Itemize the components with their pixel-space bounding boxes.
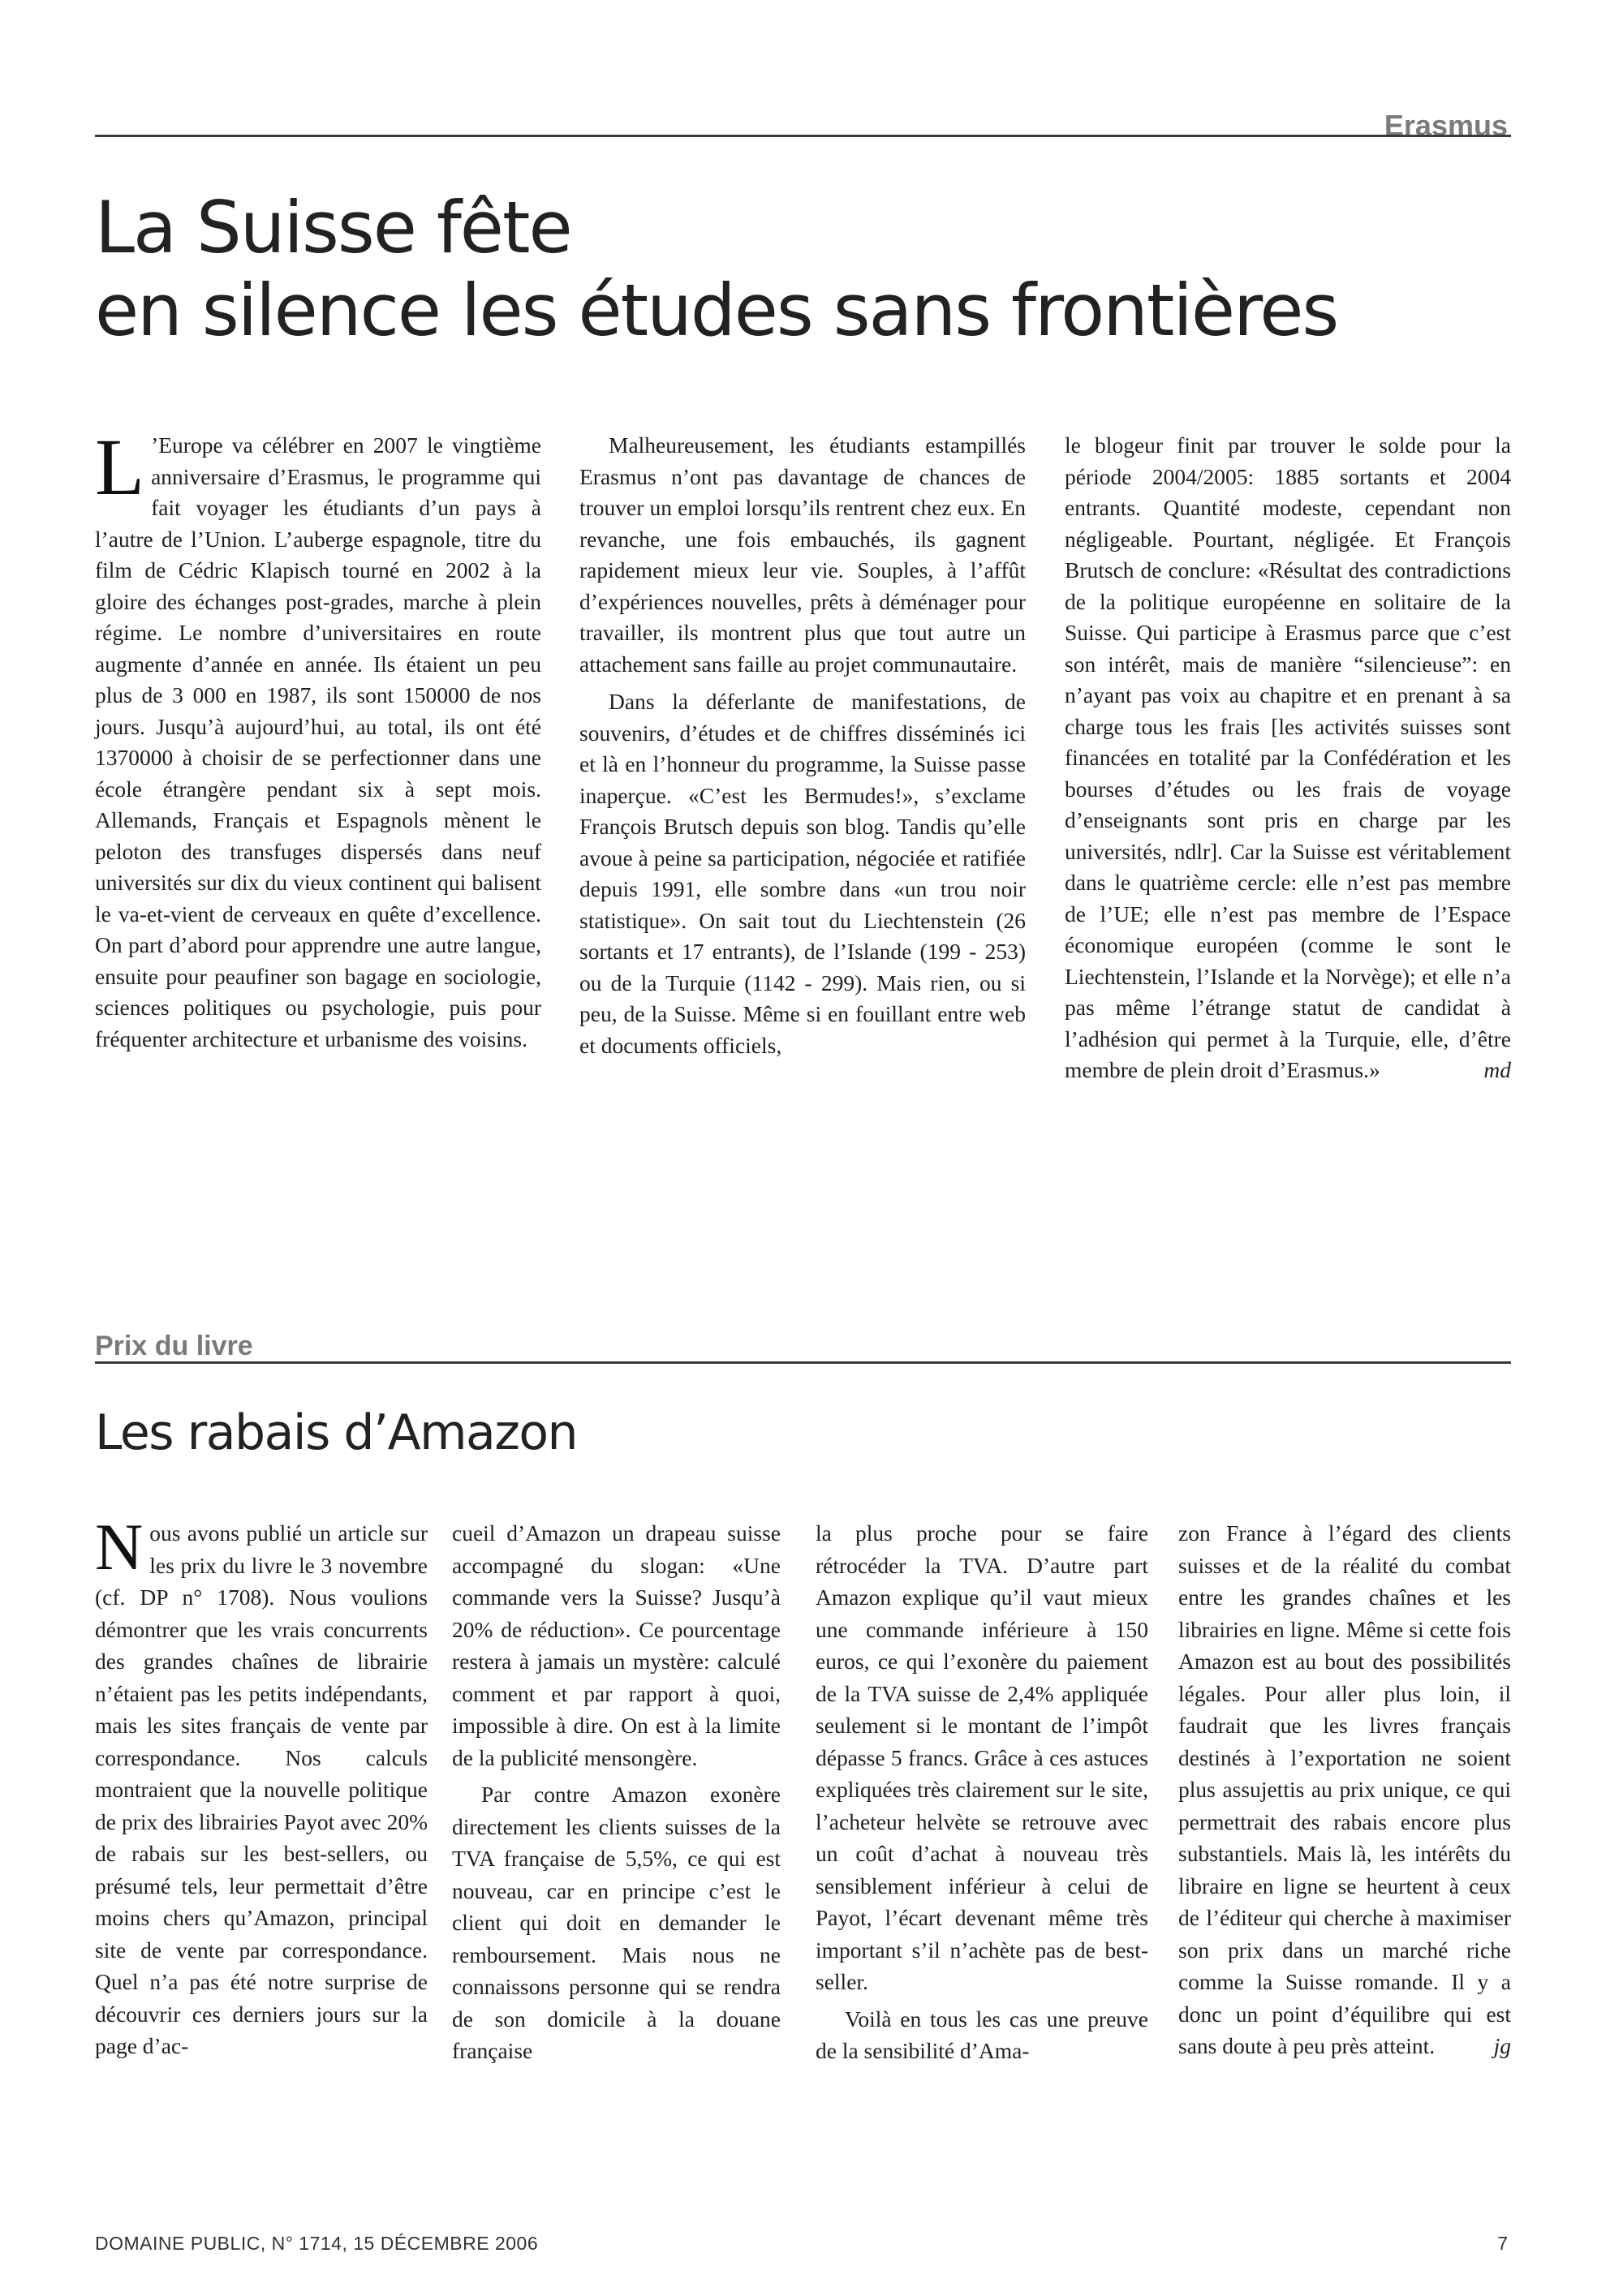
article2-col2-paragraph-1: cueil d’Amazon un drapeau suisse accompagné du slogan: «Une commande vers la Suisse? Jusqu’à 20% de réduction». Ce pourcentage restera à jamais un mystère: calculé comment et par rapport à quoi, impossible à dire. On est à la limite de la publicité mensongère. bbox=[452, 1520, 781, 1770]
article2-col3-paragraph-2: Voilà en tous les cas une preuve de la sensibilité d’Ama- bbox=[816, 2006, 1148, 2063]
footer-page-number: 7 bbox=[1497, 2233, 1508, 2254]
footer-publication-line: DOMAINE PUBLIC, N° 1714, 15 DÉCEMBRE 2006 bbox=[95, 2233, 539, 2254]
section-rule-top bbox=[95, 135, 1511, 137]
article1-signature: md bbox=[1483, 1057, 1511, 1082]
article2-col4-paragraph bbox=[1178, 1517, 1511, 2062]
article1-col3-paragraph bbox=[1065, 430, 1511, 1086]
article2-column-1 bbox=[95, 1510, 428, 2062]
article1-col1-paragraph bbox=[95, 422, 541, 1055]
article1-title-line1: La Suisse fête bbox=[95, 186, 571, 269]
article1-col2-paragraph-1: Malheureusement, les étudiants estampillés Erasmus n’ont pas davantage de chances de trouver un emploi lorsqu’ils rentrent chez eux. En revanche, une fois embauchés, ils gagnent rapidement mieux leur vie. Souples, à l’affût d’expériences nouvelles, prêts à déménager pour travailler, ils montrent plus que tout autre un attachement sans faille au projet communautaire. bbox=[579, 432, 1026, 677]
section-label-erasmus: Erasmus bbox=[1384, 109, 1508, 142]
article2-column-2 bbox=[452, 1517, 781, 2067]
article1-column-2 bbox=[579, 430, 1026, 1061]
article1-title-line2: en silence les études sans frontières bbox=[95, 269, 1338, 352]
article1-col1-text: ’Europe va célébrer en 2007 le vingtième anniversaire d’Erasmus, le programme qui fait voyager les étudiants d’un pays à l’autre de l’Union. L’auberge espagnole, titre du film de Cédric Klapisch tourné en 2002 à la gloire des échanges post-grades, marche à plein régime. Le nombre d’universitaires en route augmente d’année en année. Ils étaient un peu plus de 3 000 en 1987, ils sont 150000 de nos jours. Jusqu’à aujourd’hui, au total, ils ont été 1370000 à choisir de se perfectionner dans une école étrangère pendant six à sept mois. Allemands, Français et Espagnols mènent le peloton des transfuges dispersés dans neuf universités sur dix du vieux continent qui balisent le va-et-vient de cerveaux en quête d’excellence. On part d’abord pour apprendre une autre langue, ensuite pour peaufiner son bagage en sociologie, sciences politiques ou psychologie, puis pour fréquenter architecture et urbanisme des voisins. bbox=[95, 432, 541, 1051]
article1-col2-paragraph-2: Dans la déferlante de manifestations, de souvenirs, d’études et de chiffres disséminés ici et là en l’honneur du programme, la Suisse passe inaperçue. «C’est les Bermudes!», s’exclame François Brutsch depuis son blog. Tandis qu’elle avoue à peine sa participation, négociée et ratifiée depuis 1991, elle sombre dans «un trou noir statistique». On sait tout du Liechtenstein (26 sortants et 17 entrants), de l’Islande (199 - 253) ou de la Turquie (1142 - 299). Mais rien, ou si peu, de la Suisse. Même si en fouillant entre web et documents officiels, bbox=[579, 689, 1026, 1058]
article1-column-3 bbox=[1065, 430, 1511, 1086]
article2-col4-text: zon France à l’égard des clients suisses et de la réalité du combat entre les grandes chaînes et les librairies en ligne. Même si cette fois Amazon est au bout des possibilités légales. Pour aller plus loin, il faudrait que les livres français destinés à l’exportation ne soient plus assujettis au prix unique, ce qui permettrait des rabais encore plus substantiels. Mais là, les intérêts du libraire en ligne se heurtent à ceux de l’éditeur qui cherche à maximiser son prix dans un marché riche comme la Suisse romande. Il y a donc un point d’équilibre qui est sans doute à peu près atteint. bbox=[1178, 1520, 1511, 2058]
article1-column-1 bbox=[95, 422, 541, 1055]
article2-dropcap: N bbox=[95, 1510, 144, 1584]
article2-col2-paragraph-2: Par contre Amazon exonère directement les clients suisses de la TVA française de 5,5%, ce qui est nouveau, car en principe c’est le client qui doit en demander le remboursement. Mais nous ne connaissons personne qui se rendra de son domicile à la douane française bbox=[452, 1782, 781, 2063]
article2-signature: jg bbox=[1493, 2033, 1511, 2058]
article1-col3-text: le blogeur finit par trouver le solde pour la période 2004/2005: 1885 sortants et 2004 entrants. Quantité modeste, cependant non négligeable. Pourtant, négligée. Et François Brutsch de conclure: «Résultat des contradictions de la politique européenne en solitaire de la Suisse. Qui participe à Erasmus parce que c’est son intérêt, mais de manière “silencieuse”: en n’ayant pas voix au chapitre et en prenant à sa charge tous les frais [les activités suisses sont financées en totalité par la Confédération et les bourses d’études ou les frais de voyage d’enseignants sont pris en charge par les universités, ndlr]. Car la Suisse est véritablement dans le quatrième cercle: elle n’est pas membre de l’UE; elle n’est pas membre de l’Espace économique européen (comme le sont le Liechtenstein, l’Islande et la Norvège); et elle n’a pas même l’étrange statut de candidat à l’adhésion qui permet à la Turquie, elle, d’être membre de plein droit d’Erasmus.» bbox=[1065, 432, 1511, 1082]
article2-col3-paragraph-1: la plus proche pour se faire rétrocéder la TVA. D’autre part Amazon explique qu’il vaut mieux une commande inférieure à 150 euros, ce qui l’exonère du paiement de la TVA suisse de 2,4% appliquée seulement si le montant de l’impôt dépasse 5 francs. Grâce à ces astuces expliquées très clairement sur le site, l’acheteur helvète se retrouve avec un coût d’achat à nouveau très sensiblement inférieur à celui de Payot, l’écart devenant même très important s’il n’achète pas de best-seller. bbox=[816, 1520, 1148, 1994]
section-label-prix-du-livre: Prix du livre bbox=[95, 1331, 253, 1361]
article2-column-3 bbox=[816, 1517, 1148, 2067]
article2-column-4 bbox=[1178, 1517, 1511, 2062]
article1-dropcap: L bbox=[95, 422, 145, 512]
section-rule-middle bbox=[95, 1361, 1511, 1364]
article2-title: Les rabais d’Amazon bbox=[95, 1404, 578, 1461]
article2-col1-paragraph bbox=[95, 1510, 428, 2062]
article1-title bbox=[95, 187, 1511, 352]
article2-col1-text: ous avons publié un article sur les prix du livre le 3 novembre (cf. DP n° 1708). Nous voulions démontrer que les vrais concurrents des grandes chaînes de librairie n’étaient pas les petits indépendants, mais les sites français de vente par correspondance. Nos calculs montraient que la nouvelle politique de prix des librairies Payot avec 20% de rabais sur les best-sellers, ou présumé tels, leur permettait d’être moins chers qu’Amazon, principal site de vente par correspondance. Quel n’a pas été notre surprise de découvrir ces derniers jours sur la page d’ac- bbox=[95, 1520, 428, 2058]
